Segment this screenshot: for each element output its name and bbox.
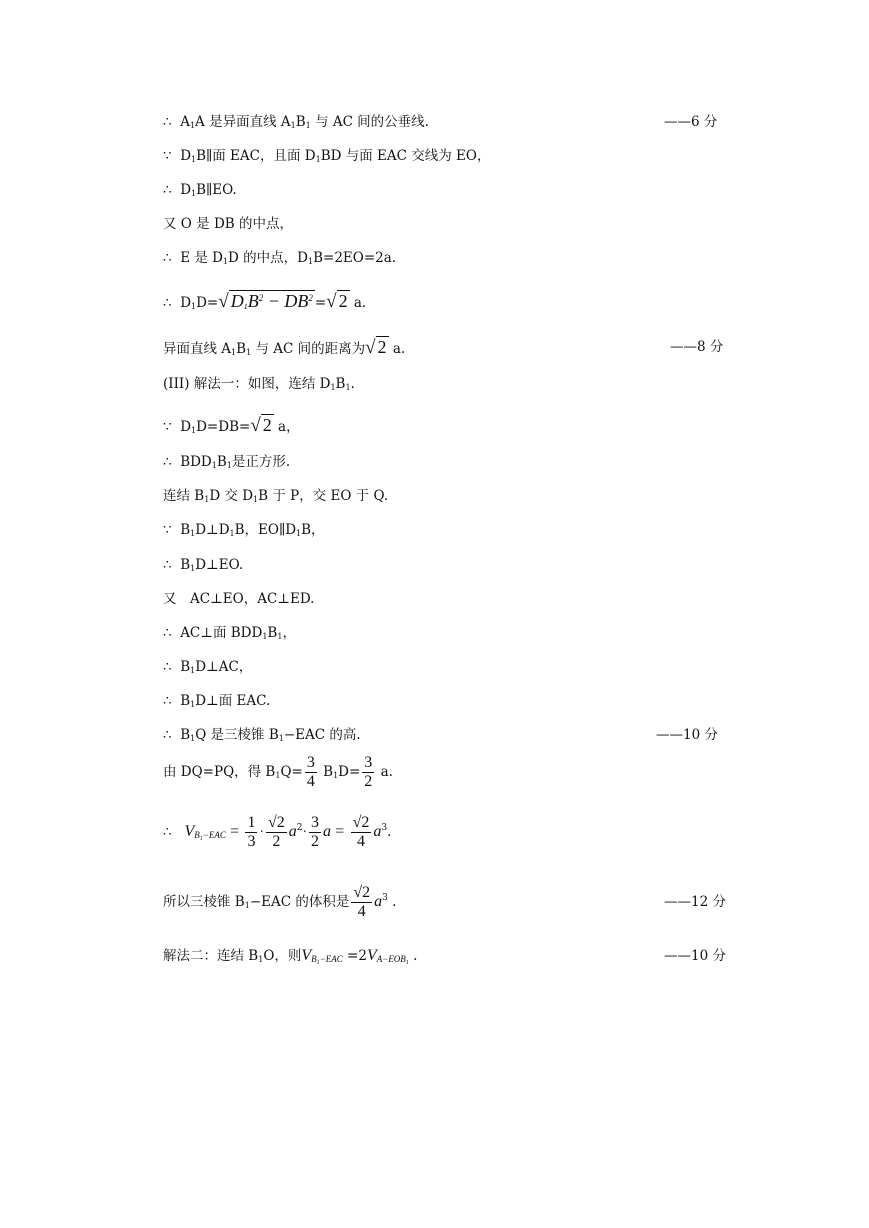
because-symbol: ∵ (163, 419, 172, 435)
subscript: 1 (190, 529, 196, 538)
text: (III) 解法一：如图，连结 D (163, 376, 331, 392)
text: B (267, 625, 278, 641)
subscript: 1 (231, 348, 237, 357)
text: B (180, 557, 191, 573)
variable-a: a (288, 823, 297, 840)
text: 所以三棱锥 B (163, 894, 245, 910)
subscript: 1 (222, 257, 229, 266)
text: B (180, 659, 191, 675)
line-5 (163, 248, 396, 268)
text: D (180, 295, 192, 311)
fraction-sqrt2-4 (351, 884, 372, 921)
superscript: 2 (308, 293, 313, 303)
subscript: 1 (229, 529, 235, 538)
line-15 (163, 623, 296, 643)
line-11 (163, 486, 388, 506)
text: 2 (262, 415, 272, 435)
fraction-3-4 (305, 754, 317, 791)
text: −EAC 的体积是 (249, 894, 350, 910)
numerator: 1 (247, 814, 256, 831)
text: B (194, 830, 200, 840)
subscript: 1 (405, 960, 409, 966)
subscript: 1 (190, 666, 196, 675)
subscript: 1 (191, 189, 197, 198)
subscript: 1 (246, 348, 252, 357)
text: − DB (263, 291, 309, 311)
fraction-sqrt2-2 (266, 814, 287, 851)
text: D (180, 148, 192, 164)
volume-symbol: V (184, 823, 195, 840)
text: B (335, 376, 346, 392)
therefore-symbol: ∴ (163, 659, 172, 675)
text: D 交 D (209, 488, 254, 504)
numerator: 3 (310, 814, 319, 831)
text: a， (273, 419, 300, 435)
line-10 (163, 452, 290, 472)
therefore-symbol: ∴ (163, 557, 172, 573)
text: a. (388, 341, 406, 357)
line-21 (163, 878, 396, 926)
text: Q 是三棱锥 B (195, 727, 279, 743)
text: 由 DQ=PQ，得 B (163, 764, 276, 780)
subscript: 1 (296, 529, 302, 538)
therefore-symbol: ∴ (163, 727, 172, 743)
subscript: 1 (258, 955, 264, 964)
line-22 (163, 943, 417, 969)
text: B (311, 954, 317, 964)
variable-a: a (322, 823, 331, 840)
text: B (180, 522, 191, 538)
subscript: 1 (315, 155, 321, 164)
denominator: 2 (272, 833, 281, 850)
text: B∥面 EAC，且面 D (196, 148, 316, 164)
line-13 (163, 555, 243, 575)
text: D= (196, 295, 219, 311)
text: . (413, 948, 418, 964)
equals: = (314, 295, 327, 311)
numerator: √2 (352, 814, 370, 831)
numerator: √2 (353, 884, 371, 901)
dot: · (302, 824, 307, 839)
text: . (387, 824, 392, 840)
because-symbol: ∵ (163, 148, 172, 164)
line-9 (163, 412, 300, 440)
text: D⊥面 EAC. (195, 693, 271, 709)
text: 2 (377, 337, 387, 357)
subscript: 1 (305, 121, 311, 130)
therefore-symbol: ∴ (163, 625, 172, 641)
text: D= (338, 764, 361, 780)
line-1 (163, 112, 429, 132)
sqrt-two: √ 2 (365, 337, 387, 358)
subscript: 1 (191, 155, 197, 164)
subscript: 1 (189, 121, 196, 130)
equals: = (335, 823, 345, 840)
text: 与 AC 间的公垂线. (310, 114, 429, 130)
subscript: 1 (278, 734, 284, 743)
text: BD 与面 EAC 交线为 EO， (320, 148, 491, 164)
text: 连结 B (163, 488, 205, 504)
superscript: 2 (258, 293, 264, 303)
therefore-symbol: ∴ (163, 824, 172, 840)
therefore-symbol: ∴ (163, 454, 172, 470)
line-20-volume-formula (163, 808, 391, 856)
superscript: 2 (296, 823, 303, 833)
text: D⊥AC， (195, 659, 253, 675)
text: BDD (180, 454, 212, 470)
denominator: 2 (364, 773, 373, 790)
line-17 (163, 691, 270, 711)
subscript: 1 (190, 734, 196, 743)
volume-symbol: V (301, 947, 312, 964)
subscript: 1 (277, 632, 283, 641)
text: ， (282, 625, 296, 641)
text: 2 (338, 291, 348, 311)
line-14: 又 AC⊥EO，AC⊥ED. (163, 591, 315, 607)
text: E 是 D (180, 250, 223, 266)
subscript: 1 (345, 383, 351, 392)
subscript: 1 (226, 461, 232, 470)
subscript: 1 (190, 564, 196, 573)
score-8: ——8 分 (670, 339, 724, 355)
volume-symbol: V (366, 947, 377, 964)
subscript: 1 (244, 901, 250, 910)
therefore-symbol: ∴ (163, 295, 172, 311)
text: 解法二：连结 B (163, 948, 259, 964)
subscript: 1 (333, 771, 339, 780)
text: D 的中点，D (228, 250, 308, 266)
text: B (236, 341, 247, 357)
text: Q= (280, 764, 303, 780)
text: 与 AC 间的距离为 (251, 341, 366, 357)
subscript: 1 (253, 495, 259, 504)
sqrt-two: √ 2 (326, 291, 348, 312)
text: B=2EO=2a. (313, 250, 397, 266)
text: D (180, 419, 192, 435)
line-18 (163, 725, 361, 745)
text: =2 (342, 948, 367, 964)
line-7 (163, 334, 405, 362)
subscript: 1 (330, 383, 336, 392)
subscript: 1 (275, 771, 281, 780)
text: −EAC 的高. (283, 727, 361, 743)
score-10-method2: ——10 分 (664, 948, 726, 964)
text: B， (301, 522, 325, 538)
text: A 是异面直线 A (195, 114, 291, 130)
text: A−EOB (376, 954, 406, 964)
text: D (180, 182, 192, 198)
score-10: ——10 分 (656, 727, 718, 743)
text: B (318, 764, 334, 780)
line-3 (163, 180, 237, 200)
subscript: 1 (211, 461, 217, 470)
text: B (295, 114, 306, 130)
line-2 (163, 146, 490, 166)
text: . (392, 894, 397, 910)
numerator: 3 (306, 754, 315, 771)
subscript: 1 (290, 121, 296, 130)
text: AC⊥面 BDD (180, 625, 263, 641)
score-12: ——12 分 (664, 894, 726, 910)
denominator: 4 (306, 773, 315, 790)
text: A (180, 114, 190, 130)
subscript: 1 (308, 257, 314, 266)
line-8 (163, 374, 355, 394)
score-6: ——6 分 (664, 114, 718, 130)
variable-a: a (373, 823, 382, 840)
text: B (247, 291, 259, 311)
subscript: 1 (316, 960, 320, 966)
subscript: 1 (262, 632, 268, 641)
fraction-1-3 (245, 814, 257, 851)
subscript: 1 (190, 700, 196, 709)
sqrt-two: √ 2 (250, 415, 272, 436)
text: D⊥EO. (195, 557, 244, 573)
text: B 于 P，交 EO 于 Q. (258, 488, 389, 504)
therefore-symbol: ∴ (163, 693, 172, 709)
text: 是正方形. (231, 454, 291, 470)
line-16 (163, 657, 252, 677)
therefore-symbol: ∴ (163, 250, 172, 266)
because-symbol: ∵ (163, 522, 172, 538)
subscript: 1 (243, 302, 248, 311)
fraction-3-2 (362, 754, 374, 791)
therefore-symbol: ∴ (163, 114, 172, 130)
line-4: 又 O 是 DB 的中点， (163, 216, 293, 232)
line-6 (163, 288, 366, 316)
subscript: 1 (191, 426, 197, 435)
text: −EAC (319, 954, 343, 964)
denominator: 4 (357, 903, 366, 920)
text: a. (376, 764, 393, 780)
text: B (180, 693, 191, 709)
text: O，则 (263, 948, 302, 964)
text: D (230, 291, 244, 311)
superscript: 3 (382, 893, 388, 903)
subscript: 1 (191, 302, 197, 311)
text: D⊥D (195, 522, 230, 538)
text: 异面直线 A (163, 341, 232, 357)
text: . (350, 376, 355, 392)
variable-a: a (374, 893, 383, 910)
numerator: √2 (267, 814, 285, 831)
fraction-sqrt2-4 (351, 814, 372, 851)
text: B∥EO. (196, 182, 237, 198)
dot: · (259, 824, 264, 839)
line-12 (163, 520, 325, 540)
text: D=DB= (196, 419, 251, 435)
sqrt-expression: √ $D_1B^2 - DB^2$ (218, 291, 313, 312)
denominator: 3 (247, 833, 256, 850)
subscript: 1 (204, 495, 210, 504)
text: B (180, 727, 191, 743)
text: B (216, 454, 227, 470)
numerator: 3 (364, 754, 373, 771)
line-19 (163, 752, 393, 792)
text: B，EO∥D (234, 522, 297, 538)
subscript: 1 (199, 836, 203, 842)
equals: = (230, 823, 240, 840)
text: −EAC (202, 830, 226, 840)
fraction-3-2 (309, 814, 321, 851)
superscript: 3 (381, 823, 388, 833)
denominator: 2 (310, 833, 319, 850)
therefore-symbol: ∴ (163, 182, 172, 198)
denominator: 4 (356, 833, 365, 850)
text: a. (349, 295, 367, 311)
